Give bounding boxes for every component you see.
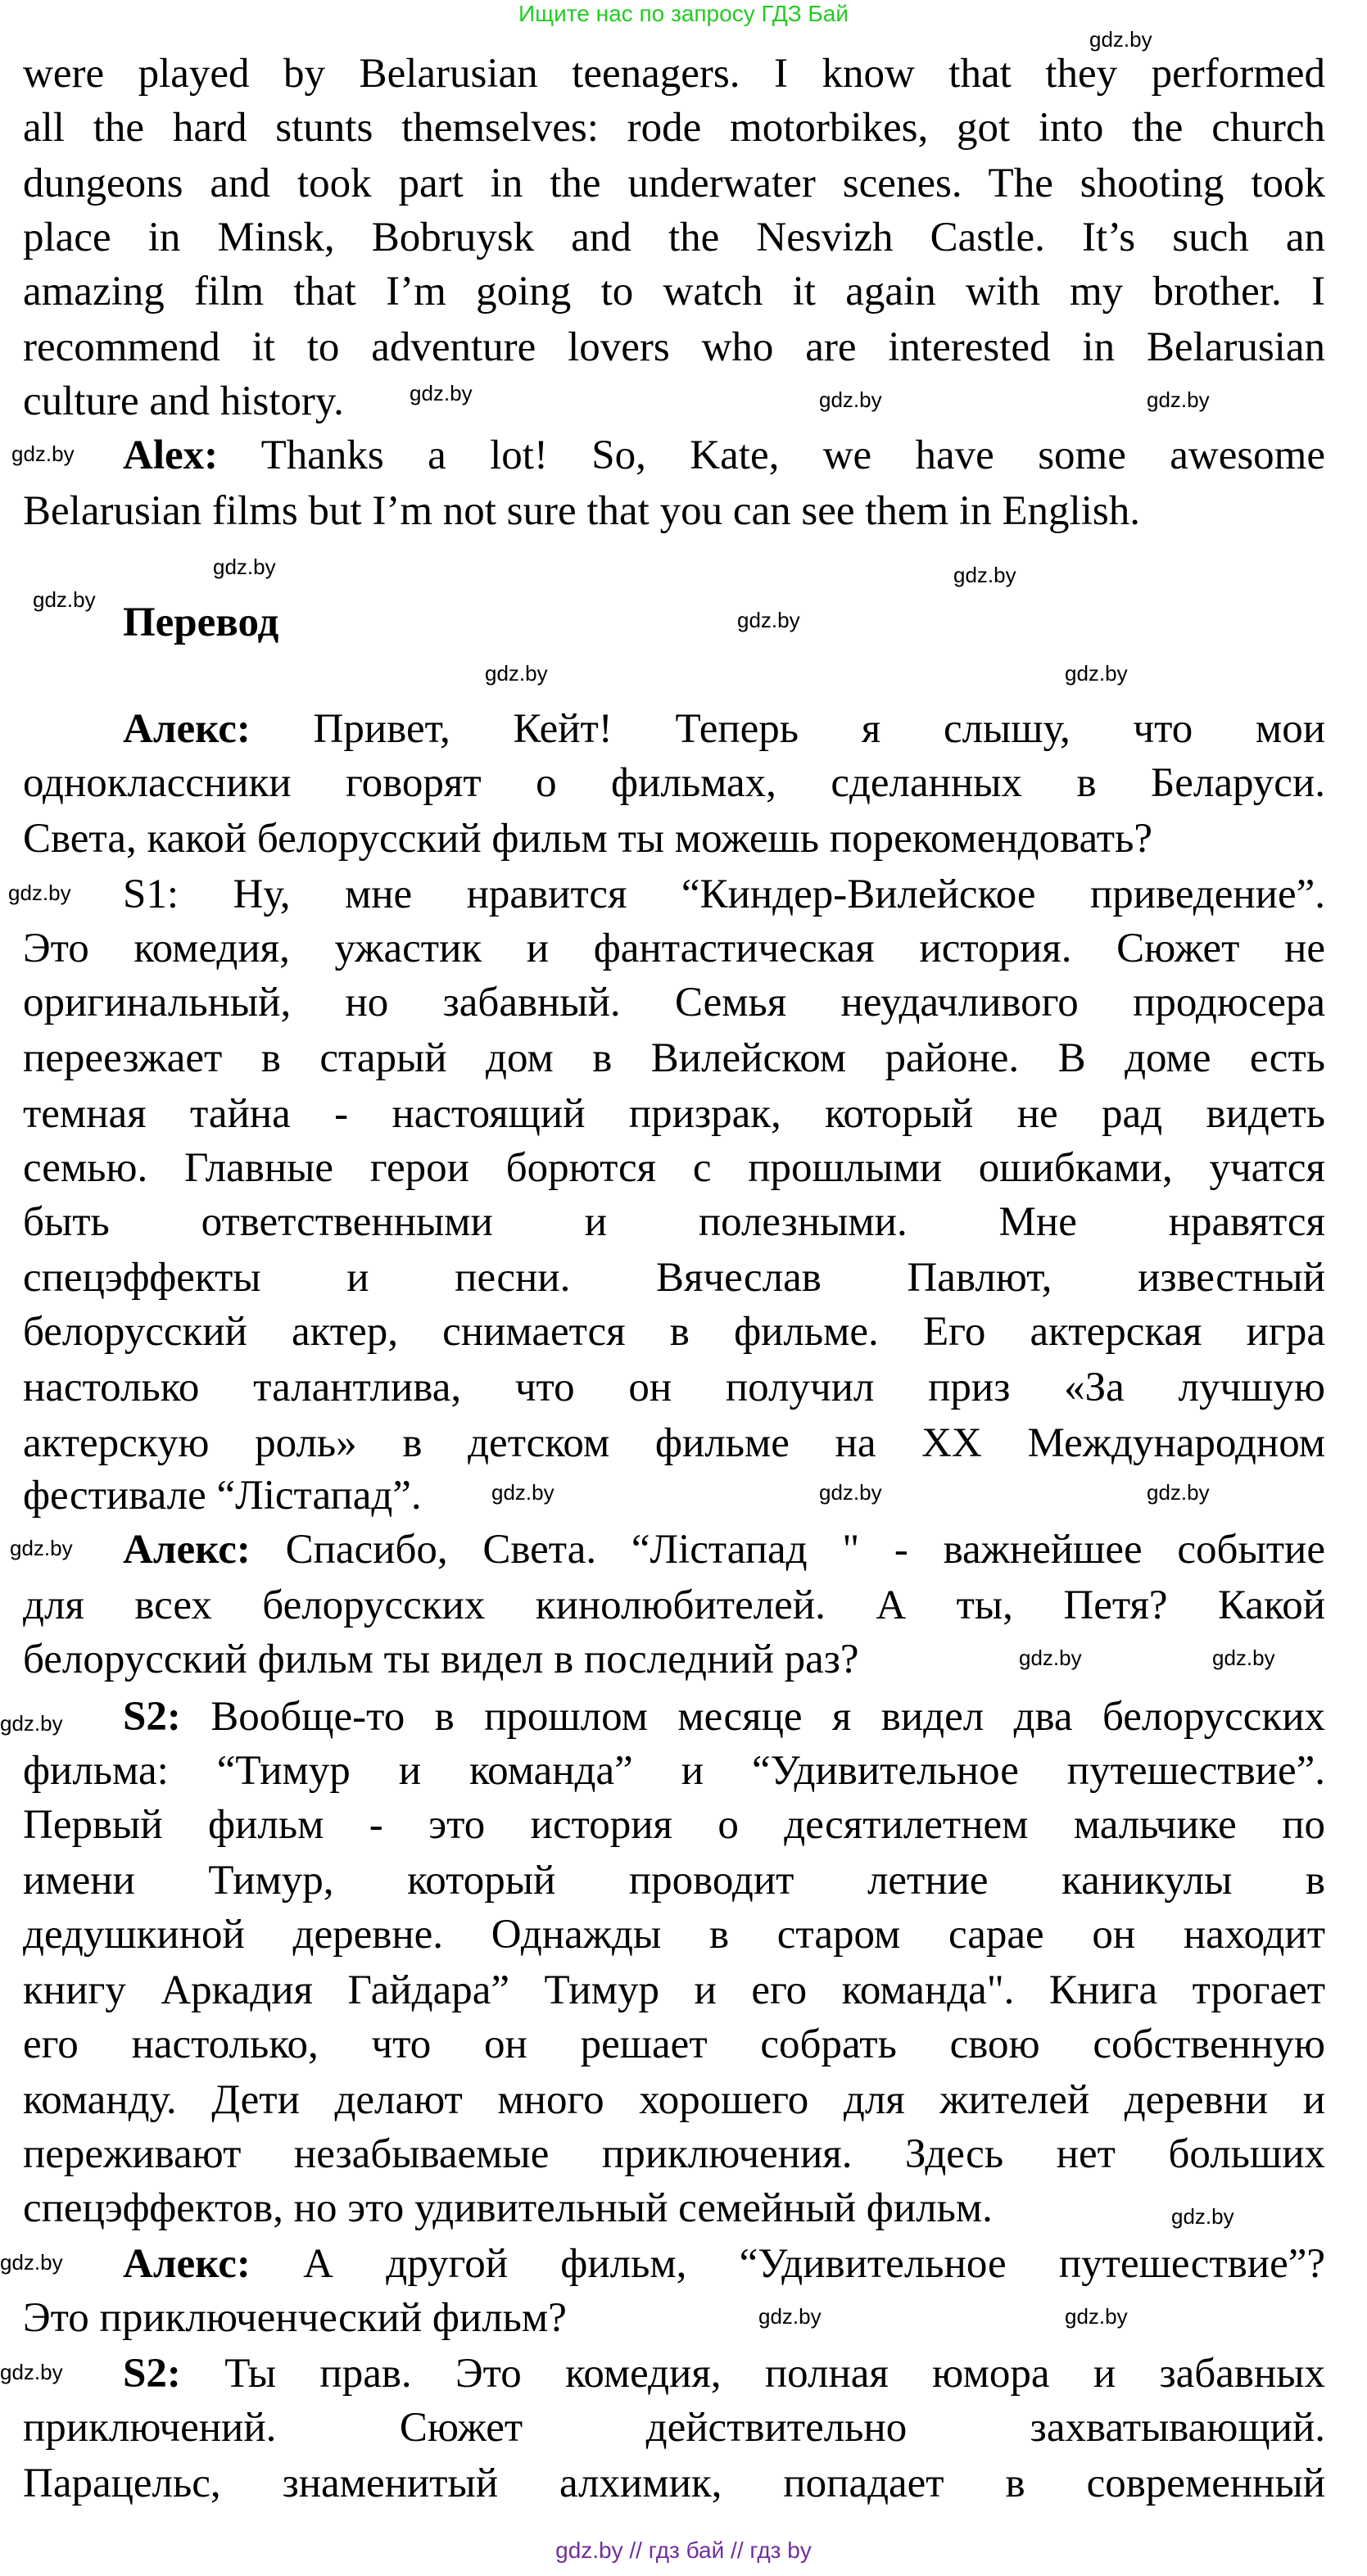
text-line — [23, 1363, 1325, 1412]
watermark-label: gdz.by — [11, 441, 75, 466]
watermark-label: gdz.by — [1089, 27, 1152, 52]
watermark-label: gdz.by — [953, 563, 1016, 587]
line-text: его настолько, что он решает собрать свою собственную — [23, 2021, 1325, 2067]
speaker-label: Alex: — [123, 432, 219, 478]
text-line — [23, 978, 1325, 1027]
text-line — [123, 870, 1325, 919]
text-line — [23, 1034, 1325, 1083]
text-line — [23, 2130, 1325, 2179]
watermark-label: gdz.by — [10, 1536, 73, 1560]
watermark-label: gdz.by — [410, 381, 473, 405]
watermark-label: gdz.by — [485, 661, 548, 686]
text-line — [23, 2184, 1325, 2233]
watermark-label: gdz.by — [8, 881, 71, 905]
text-line — [23, 267, 1325, 316]
line-text: Ты прав. Это комедия, полная юмора и забавных — [180, 2351, 1325, 2397]
header-banner[interactable]: Ищите нас по запросу ГДЗ Бай — [518, 1, 849, 26]
line-text: were played by Belarusian teenagers. I know that they performed — [23, 51, 1325, 97]
speaker-label: S2: — [123, 1694, 181, 1740]
watermark-label: gdz.by — [1065, 661, 1128, 686]
line-text: Спасибо, Света. “Лістапад " - важнейшее событие — [250, 1527, 1325, 1573]
text-line — [123, 2349, 1325, 2398]
text-line — [23, 159, 1325, 208]
watermark-label: gdz.by — [1147, 387, 1210, 412]
text-line — [23, 1581, 1325, 1630]
line-text: дедушкиной деревне. Однажды в старом сарае он находит — [23, 1912, 1325, 1958]
text-line — [23, 1746, 1325, 1795]
speaker-label: S2: — [123, 2351, 181, 2397]
line-text: Это приключенческий фильм? — [23, 2295, 567, 2341]
text-line — [23, 814, 1325, 863]
watermark-label: gdz.by — [1171, 2204, 1234, 2229]
watermark-label: gdz.by — [737, 608, 800, 632]
text-line — [23, 2403, 1325, 2452]
text-line — [23, 2076, 1325, 2125]
line-text: place in Minsk, Bobruysk and the Nesvizh Castle. It’s such an — [23, 215, 1325, 260]
text-line — [23, 2020, 1325, 2069]
watermark-label: gdz.by — [1212, 1646, 1275, 1670]
section-title: Перевод — [123, 600, 279, 645]
watermark-label: gdz.by — [0, 2360, 63, 2384]
text-line — [123, 2239, 1325, 2289]
text-line — [23, 377, 1325, 426]
line-text: настолько талантлива, что он получил приз «За лучшую — [23, 1365, 1325, 1410]
line-text: all the hard stunts themselves: rode motorbikes, got into the church — [23, 105, 1325, 151]
line-text: Привет, Кейт! Теперь я слышу, что мои — [250, 706, 1325, 752]
watermark-label: gdz.by — [1019, 1646, 1082, 1670]
line-text: фильма: “Тимур и команда” и “Удивительное путешествие”. — [23, 1748, 1325, 1794]
watermark-label: gdz.by — [33, 587, 96, 612]
text-line — [23, 1197, 1325, 1247]
line-text: переезжает в старый дом в Вилейском районе. В доме есть — [23, 1035, 1325, 1081]
line-text: темная тайна - настоящий призрак, который не рад видеть — [23, 1091, 1325, 1137]
speaker-label: Алекс: — [123, 706, 251, 752]
line-text: dungeons and took part in the underwater scenes. The shooting took — [23, 161, 1325, 206]
line-text: белорусский фильм ты видел в последний раз? — [23, 1637, 859, 1682]
line-text: оригинальный, но забавный. Семья неудачливого продюсера — [23, 980, 1325, 1025]
line-text: Первый фильм - это история о десятилетнем мальчике по — [23, 1802, 1325, 1848]
line-text: recommend it to adventure lovers who are interested in Belarusian — [23, 324, 1325, 370]
watermark-label: gdz.by — [491, 1480, 554, 1505]
line-text: приключений. Сюжет действительно захватывающий. — [23, 2405, 1325, 2451]
text-line — [23, 1253, 1325, 1302]
line-text: быть ответственными и полезными. Мне нравятся — [23, 1199, 1325, 1245]
footer-links[interactable]: gdz.by // гдз бай // гдз by — [555, 2538, 812, 2563]
text-line — [23, 1419, 1325, 1468]
text-line — [123, 431, 1325, 480]
line-text: Света, какой белорусский фильм ты можешь порекомендовать? — [23, 816, 1152, 862]
text-line — [23, 2459, 1325, 2508]
watermark-label: gdz.by — [1065, 2304, 1128, 2329]
text-line — [23, 213, 1325, 262]
text-line — [23, 1966, 1325, 2015]
line-text: актерскую роль» в детском фильме на XX Международном — [23, 1420, 1325, 1466]
line-text: А другой фильм, “Удивительное путешествие”? — [250, 2241, 1325, 2287]
watermark-label: gdz.by — [758, 2304, 822, 2329]
line-text: спецэффектов, но это удивительный семейный фильм. — [23, 2185, 993, 2231]
text-line — [23, 1856, 1325, 1905]
text-line — [123, 704, 1325, 754]
line-text: книгу Аркадия Гайдара” Тимур и его команда". Книга трогает — [23, 1967, 1325, 2013]
line-text: имени Тимур, который проводит летние каникулы в — [23, 1858, 1325, 1904]
text-line — [23, 924, 1325, 973]
watermark-label: gdz.by — [819, 1480, 882, 1505]
watermark-label: gdz.by — [213, 555, 276, 579]
text-line — [23, 1910, 1325, 1959]
text-line — [23, 758, 1325, 808]
speaker-label: Алекс: — [123, 1527, 251, 1573]
line-text: S1: Ну, мне нравится “Киндер-Вилейское приведение”. — [123, 871, 1325, 917]
line-text: culture and history. — [23, 378, 344, 424]
line-text: фестивале “Лістапад”. — [23, 1473, 422, 1519]
text-line — [23, 323, 1325, 372]
text-line — [23, 1307, 1325, 1356]
text-line — [23, 2293, 1325, 2343]
text-line — [23, 49, 1325, 98]
line-text: Thanks a lot! So, Kate, we have some awesome — [218, 432, 1325, 478]
line-text: семью. Главные герои борются с прошлыми ошибками, учатся — [23, 1145, 1325, 1191]
text-line — [23, 487, 1325, 536]
line-text: для всех белорусских кинолюбителей. А ты, Петя? Какой — [23, 1582, 1325, 1628]
line-text: одноклассники говорят о фильмах, сделанных в Беларуси. — [23, 760, 1325, 806]
line-text: белорусский актер, снимается в фильме. Его актерская игра — [23, 1309, 1325, 1355]
text-line — [23, 1635, 1325, 1684]
watermark-label: gdz.by — [0, 2250, 63, 2275]
line-text: Вообще-то в прошлом месяце я видел два белорусских — [180, 1694, 1325, 1740]
watermark-label: gdz.by — [819, 387, 882, 412]
text-line — [23, 103, 1325, 152]
line-text: спецэффекты и песни. Вячеслав Павлют, известный — [23, 1255, 1325, 1301]
text-line — [123, 1692, 1325, 1741]
watermark-label: gdz.by — [1147, 1480, 1210, 1505]
line-text: команду. Дети делают много хорошего для жителей деревни и — [23, 2077, 1325, 2123]
watermark-label: gdz.by — [0, 1711, 63, 1736]
line-text: amazing film that I’m going to watch it again with my brother. I — [23, 269, 1325, 315]
text-line — [23, 1089, 1325, 1139]
text-line — [123, 1525, 1325, 1574]
text-line — [23, 1143, 1325, 1193]
text-line — [23, 1800, 1325, 1849]
speaker-label: Алекс: — [123, 2241, 251, 2287]
line-text: Belarusian films but I’m not sure that you can see them in English. — [23, 488, 1140, 534]
text-line — [23, 1471, 1325, 1520]
line-text: Это комедия, ужастик и фантастическая история. Сюжет не — [23, 926, 1325, 971]
line-text: Парацельс, знаменитый алхимик, попадает в современный — [23, 2461, 1325, 2506]
line-text: переживают незабываемые приключения. Здесь нет больших — [23, 2131, 1325, 2177]
